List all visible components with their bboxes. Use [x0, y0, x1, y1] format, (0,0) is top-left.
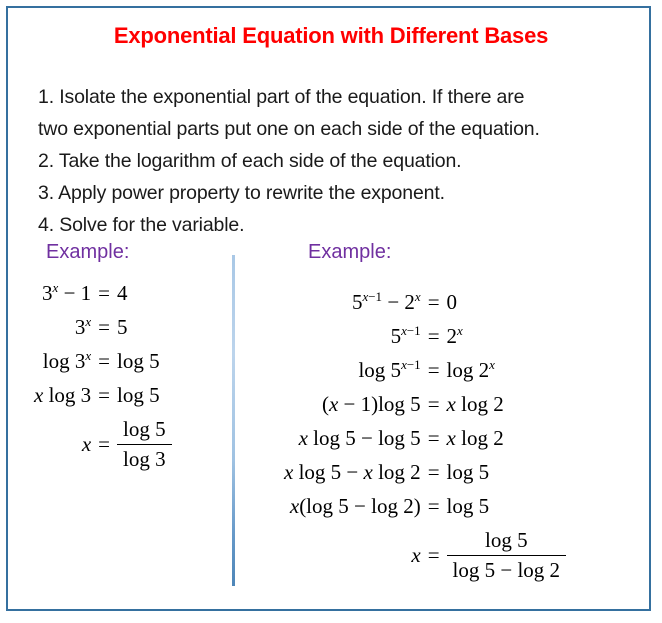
- exponent: [85, 314, 91, 329]
- equation-row: [284, 319, 566, 353]
- equation-rhs: [117, 412, 172, 476]
- steps-list: [38, 81, 540, 241]
- equation-rhs: [447, 489, 567, 523]
- exponent: [489, 357, 495, 372]
- math-text: (: [321, 392, 329, 416]
- math-text: log 2: [455, 392, 504, 416]
- equals-sign: =: [427, 358, 440, 382]
- equation-rhs: [117, 310, 172, 344]
- equation-rhs: [447, 285, 567, 319]
- math-variable: x: [411, 543, 421, 567]
- exponent: [401, 357, 421, 372]
- math-variable: x: [289, 494, 300, 518]
- exponent: [85, 348, 91, 363]
- step-line: 2. Take the logarithm of each side of the equation.: [38, 150, 462, 172]
- math-text: log 5: [123, 417, 166, 441]
- math-text: log 2: [446, 358, 490, 382]
- equation-rhs: [447, 455, 567, 489]
- equals-sign: =: [98, 315, 111, 339]
- math-variable: x: [81, 432, 92, 456]
- math-variable: x: [298, 426, 308, 450]
- math-variable: x: [362, 289, 369, 304]
- math-text: log 5: [484, 528, 528, 552]
- math-variable: x: [363, 460, 373, 484]
- equation-rhs: [117, 344, 172, 378]
- math-variable: x: [52, 280, 59, 295]
- fraction: [447, 527, 567, 583]
- math-text: (log 5 − log 2): [299, 494, 421, 518]
- equation-row: [34, 310, 172, 344]
- equation-rhs: [117, 276, 172, 310]
- exponent: [401, 323, 421, 338]
- equation-lhs: [284, 285, 421, 319]
- math-variable: x: [401, 357, 407, 372]
- math-variable: x: [284, 460, 294, 484]
- equation-lhs: [34, 344, 91, 378]
- math-text: log 2: [455, 426, 504, 450]
- math-text: log 3: [43, 383, 92, 407]
- example-right-equations: [284, 285, 566, 587]
- equation-row: [284, 387, 566, 421]
- equation-rhs: [447, 421, 567, 455]
- equals-sign: =: [427, 426, 440, 450]
- vertical-divider: [232, 255, 235, 586]
- fraction-numerator: [447, 527, 567, 555]
- math-text: 5: [390, 324, 402, 348]
- equation-row: [284, 523, 566, 587]
- math-text: −1: [368, 289, 383, 304]
- math-text: 0: [446, 290, 458, 314]
- math-text: log 5: [446, 494, 490, 518]
- fraction: [117, 416, 172, 472]
- equation-rhs: [447, 319, 567, 353]
- math-text: − 1)log 5: [338, 392, 421, 416]
- exponent: [362, 289, 382, 304]
- exponent: [457, 323, 463, 338]
- math-variable: x: [85, 348, 92, 363]
- step-line: two exponential parts put one on each side of the equation.: [38, 118, 540, 140]
- step-line: 4. Solve for the variable.: [38, 214, 245, 236]
- equals-sign: =: [427, 324, 440, 348]
- fraction-numerator: [117, 416, 172, 444]
- math-text: log 5 − log 5: [307, 426, 421, 450]
- math-variable: x: [457, 323, 463, 338]
- equation-lhs: [34, 310, 91, 344]
- equation-rhs: [117, 378, 172, 412]
- math-variable: x: [489, 357, 495, 372]
- equation-lhs: [284, 387, 421, 421]
- math-variable: x: [328, 392, 339, 416]
- equals-sign: =: [427, 460, 440, 484]
- math-variable: x: [401, 323, 407, 338]
- equation-lhs: [284, 523, 421, 587]
- equation-row: [34, 412, 172, 476]
- equation-row: [284, 353, 566, 387]
- math-variable: x: [85, 314, 92, 329]
- equation-lhs: [284, 319, 421, 353]
- equals-sign: =: [98, 432, 111, 456]
- math-text: 2: [446, 324, 458, 348]
- math-text: log 5 −: [293, 460, 364, 484]
- step-line: 1. Isolate the exponential part of the equation. If there are: [38, 86, 525, 108]
- equation-lhs: [284, 489, 421, 523]
- math-text: − 2: [382, 290, 415, 314]
- math-text: log 5 − log 2: [452, 558, 561, 582]
- math-variable: x: [446, 426, 456, 450]
- fraction-denominator: [117, 444, 172, 472]
- equation-row: [34, 344, 172, 378]
- equals-sign: =: [427, 494, 440, 518]
- math-text: −1: [406, 357, 421, 372]
- equation-row: [284, 285, 566, 319]
- page-title: Exponential Equation with Different Bases: [113, 23, 549, 48]
- equation-lhs: [284, 455, 421, 489]
- equation-lhs: [284, 421, 421, 455]
- example-left-equations: [34, 276, 172, 476]
- math-variable: x: [446, 392, 456, 416]
- equals-sign: =: [98, 383, 111, 407]
- fraction-denominator: [447, 555, 567, 583]
- example-label-right: Example:: [308, 241, 392, 263]
- math-text: 5: [117, 315, 128, 339]
- math-text: log 3: [123, 447, 166, 471]
- equation-lhs: [284, 353, 421, 387]
- math-text: 3: [42, 281, 53, 305]
- equation-rhs: [447, 387, 567, 421]
- math-text: 4: [117, 281, 128, 305]
- math-text: log 2: [372, 460, 421, 484]
- math-text: log 5: [117, 383, 160, 407]
- equals-sign: =: [427, 392, 440, 416]
- equation-rhs: [447, 523, 567, 587]
- equation-row: [34, 276, 172, 310]
- equals-sign: =: [98, 281, 111, 305]
- equation-row: [284, 489, 566, 523]
- equation-lhs: [34, 412, 91, 476]
- equals-sign: =: [427, 543, 440, 567]
- math-text: log 3: [42, 349, 86, 373]
- equation-row: [284, 421, 566, 455]
- exponent: [415, 289, 421, 304]
- equation-row: [34, 378, 172, 412]
- equation-rhs: [447, 353, 567, 387]
- math-text: − 1: [58, 281, 92, 305]
- equals-sign: =: [427, 290, 440, 314]
- math-text: 5: [351, 290, 363, 314]
- math-text: 3: [74, 315, 86, 339]
- math-variable: x: [414, 289, 421, 304]
- math-text: log 5: [117, 349, 160, 373]
- equation-lhs: [34, 276, 91, 310]
- math-text: log 5: [446, 460, 490, 484]
- math-text: log 5: [358, 358, 402, 382]
- math-variable: x: [34, 383, 44, 407]
- equation-lhs: [34, 378, 91, 412]
- step-line: 3. Apply power property to rewrite the exponent.: [38, 182, 445, 204]
- example-label-left: Example:: [46, 241, 130, 263]
- equation-row: [284, 455, 566, 489]
- equals-sign: =: [98, 349, 111, 373]
- math-text: −1: [406, 323, 421, 338]
